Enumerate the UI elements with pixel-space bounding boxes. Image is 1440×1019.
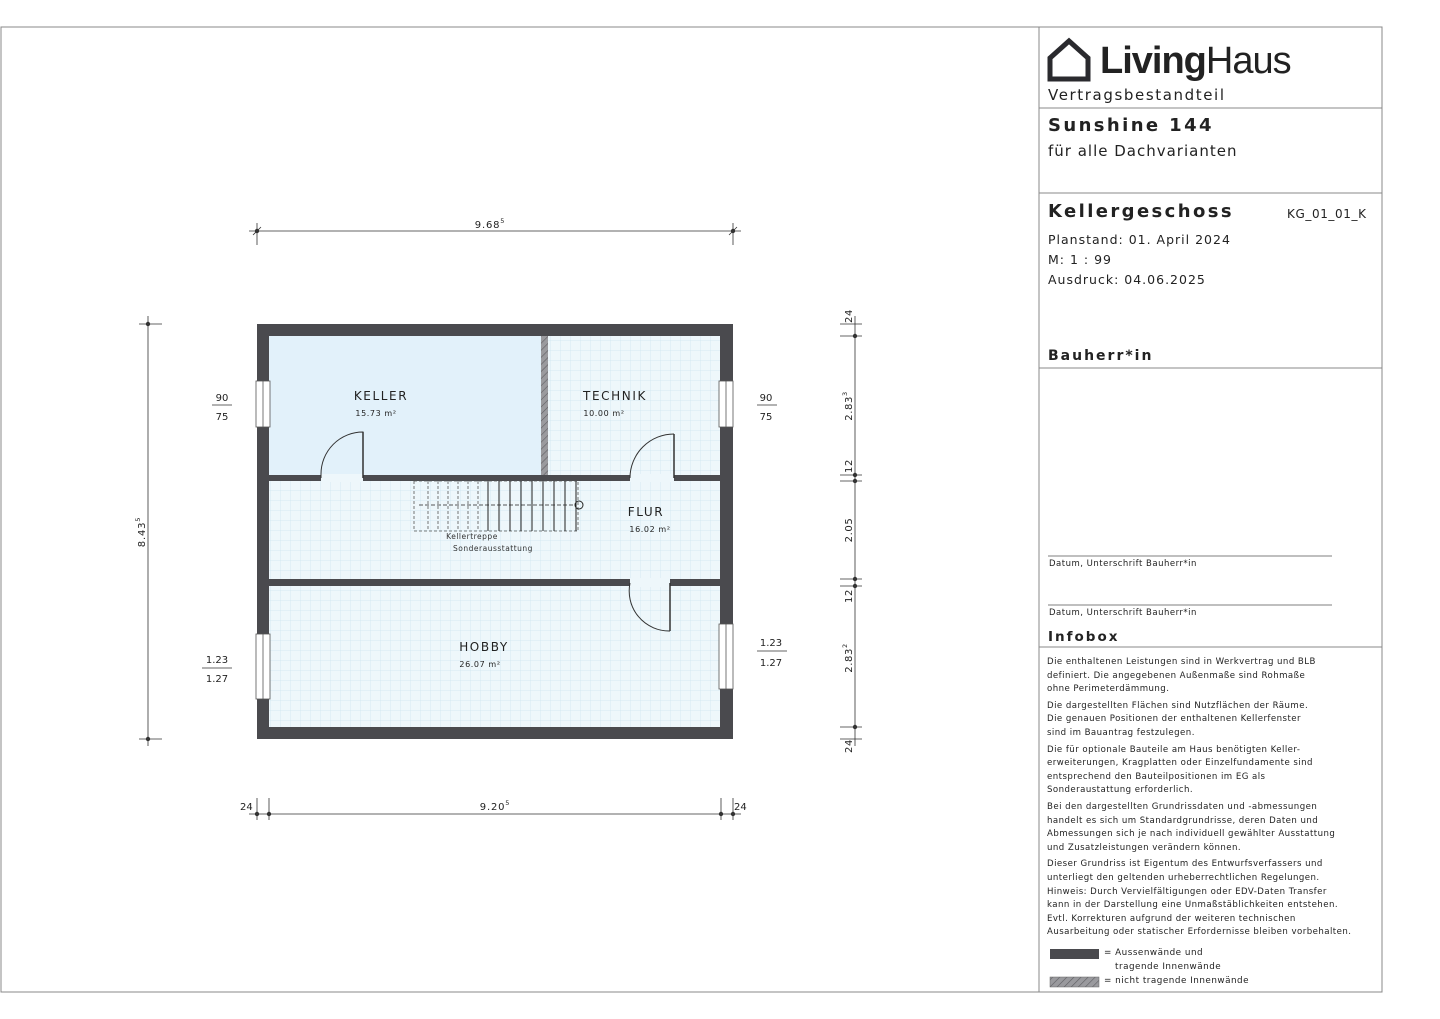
infobox-line: Dieser Grundriss ist Eigentum des Entwurfsverfassers und [1047, 859, 1323, 870]
legend-solid-label-2: tragende Innenwände [1115, 962, 1222, 972]
infobox-line: entsprechend den Bauteilpositionen im EG als [1047, 771, 1266, 782]
infobox-line: Evtl. Korrekturen aufgrund der weiteren technischen [1047, 913, 1296, 924]
infobox-line: Die dargestellten Flächen sind Nutzflächen der Räume. [1047, 700, 1309, 711]
room-technik-label: TECHNIK [583, 389, 647, 403]
infobox-paragraph [1047, 801, 1379, 855]
window-right-top [719, 381, 733, 427]
room-hobby-area: 26.07 m² [459, 660, 501, 669]
infobox-paragraph [1047, 700, 1379, 741]
owner-label: Bauherr*in [1048, 348, 1154, 364]
dim-top-total: 9.68$^5$ [474, 217, 506, 231]
plan-date: Planstand: 01. April 2024 [1048, 232, 1231, 247]
house-outline-icon [1050, 41, 1088, 79]
infobox-line: kann in der Darstellung eine Unmaßstäblichkeiten entstehen. [1047, 900, 1339, 911]
dim-bottom-right-wall: 24 [734, 802, 747, 813]
brand-logo [1100, 36, 1291, 86]
stair-label: Kellertreppe [446, 532, 498, 541]
room-flur-label: FLUR [627, 505, 665, 519]
dim-right-segment: 24 [844, 739, 855, 753]
dim-window-left-top-upper: 90 [215, 393, 229, 404]
dim-bottom-left-wall: 24 [240, 802, 253, 813]
infobox-line: Hinweis: Durch Vervielfältigungen oder EDV-Daten Transfer [1047, 886, 1327, 897]
infobox-text [1047, 656, 1379, 943]
dim-right-segment: 12 [844, 459, 855, 473]
plan-scale: M: 1 : 99 [1048, 252, 1112, 267]
dim-window-left-bottom-lower: 1.27 [205, 674, 229, 685]
infobox-line: Die genauen Positionen der enthaltenen Kellerfenster [1047, 714, 1302, 725]
dim-window-left-top-lower: 75 [215, 412, 229, 423]
infobox-paragraph [1047, 744, 1379, 798]
window-right-bottom [719, 624, 733, 689]
signature-label-1: Datum, Unterschrift Bauherr*in [1049, 559, 1197, 569]
dim-left-total: 8.43$^5$ [134, 516, 148, 548]
dim-window-right-top-upper: 90 [759, 393, 773, 404]
room-flur-area: 16.02 m² [629, 525, 671, 534]
project-name: Sunshine 144 [1048, 115, 1214, 136]
infobox-line: definiert. Die angegebenen Außenmaße sind Rohmaße [1047, 670, 1306, 681]
infobox-line: Abmessungen sich je nach individuell gewählter Ausstattung [1047, 829, 1336, 840]
room-keller-area: 15.73 m² [355, 409, 397, 418]
infobox-line: erweiterungen, Kragplatten oder Einzelfundamente sind [1047, 758, 1313, 769]
infobox-line: ohne Perimeterdämmung. [1047, 684, 1170, 695]
dim-right-segments [841, 309, 855, 753]
dim-right-segment: 24 [844, 309, 855, 323]
infobox-line: unterliegt den geltenden urheberrechtlichen Regelungen. [1047, 872, 1320, 883]
infobox-line: handelt es sich um Standardgrundrisse, deren Daten und [1047, 815, 1319, 826]
window-left-top [256, 381, 270, 427]
infobox-line: sind im Bauantrag festzulegen. [1047, 727, 1195, 738]
infobox-paragraph [1047, 656, 1379, 697]
infobox-line: Die enthaltenen Leistungen sind in Werkvertrag und BLB [1047, 657, 1316, 667]
infobox-line: Sonderaustattung erforderlich. [1047, 785, 1194, 796]
infobox-paragraph [1047, 858, 1379, 940]
hatched-partition-wall [541, 336, 548, 475]
dim-right-segment: 2.83$^3$ [841, 391, 855, 421]
room-keller-label: KELLER [353, 389, 409, 403]
plan-code: KG_01_01_K [1287, 207, 1367, 221]
dim-right-segment: 2.05 [844, 517, 855, 543]
dim-window-right-bottom-upper: 1.23 [759, 638, 783, 649]
floor-title: Kellergeschoss [1048, 201, 1234, 222]
room-keller [269, 336, 541, 475]
legend-hatched-swatch [1050, 977, 1099, 987]
infobox-line: Die für optionale Bauteile am Haus benötigten Keller- [1047, 744, 1301, 755]
window-left-bottom [256, 634, 270, 699]
infobox-line: Bei den dargestellten Grundrissdaten und -abmessungen [1047, 801, 1318, 812]
legend-solid-swatch [1050, 949, 1099, 959]
signature-label-2: Datum, Unterschrift Bauherr*in [1049, 608, 1197, 618]
infobox-line: Ausarbeitung oder statischer Erfordernisse bleiben vorbehalten. [1047, 927, 1352, 938]
stair-label-note: Sonderausstattung [453, 544, 533, 553]
infobox-title: Infobox [1048, 629, 1120, 645]
dim-window-right-bottom-lower: 1.27 [759, 658, 783, 669]
brand-tagline: Vertragsbestandteil [1048, 86, 1226, 104]
room-hobby-label: HOBBY [459, 640, 509, 654]
legend-solid-label-1: = Aussenwände und [1104, 948, 1204, 958]
legend-hatched-label: = nicht tragende Innenwände [1104, 976, 1250, 986]
dim-bottom-total: 9.20$^5$ [479, 799, 511, 813]
dim-window-right-top-lower: 75 [759, 412, 773, 423]
room-technik-area: 10.00 m² [583, 409, 625, 418]
plan-printed: Ausdruck: 04.06.2025 [1048, 272, 1206, 287]
brand-wordmark: LivingHaus [1100, 40, 1291, 82]
dim-right-segment: 2.83$^2$ [841, 643, 855, 673]
project-subtitle: für alle Dachvarianten [1048, 142, 1238, 160]
dim-right-segment: 12 [844, 589, 855, 603]
floor-plan [256, 324, 733, 739]
infobox-line: und Zusatzleistungen verändern können. [1047, 842, 1242, 853]
dim-window-left-bottom-upper: 1.23 [205, 655, 229, 666]
